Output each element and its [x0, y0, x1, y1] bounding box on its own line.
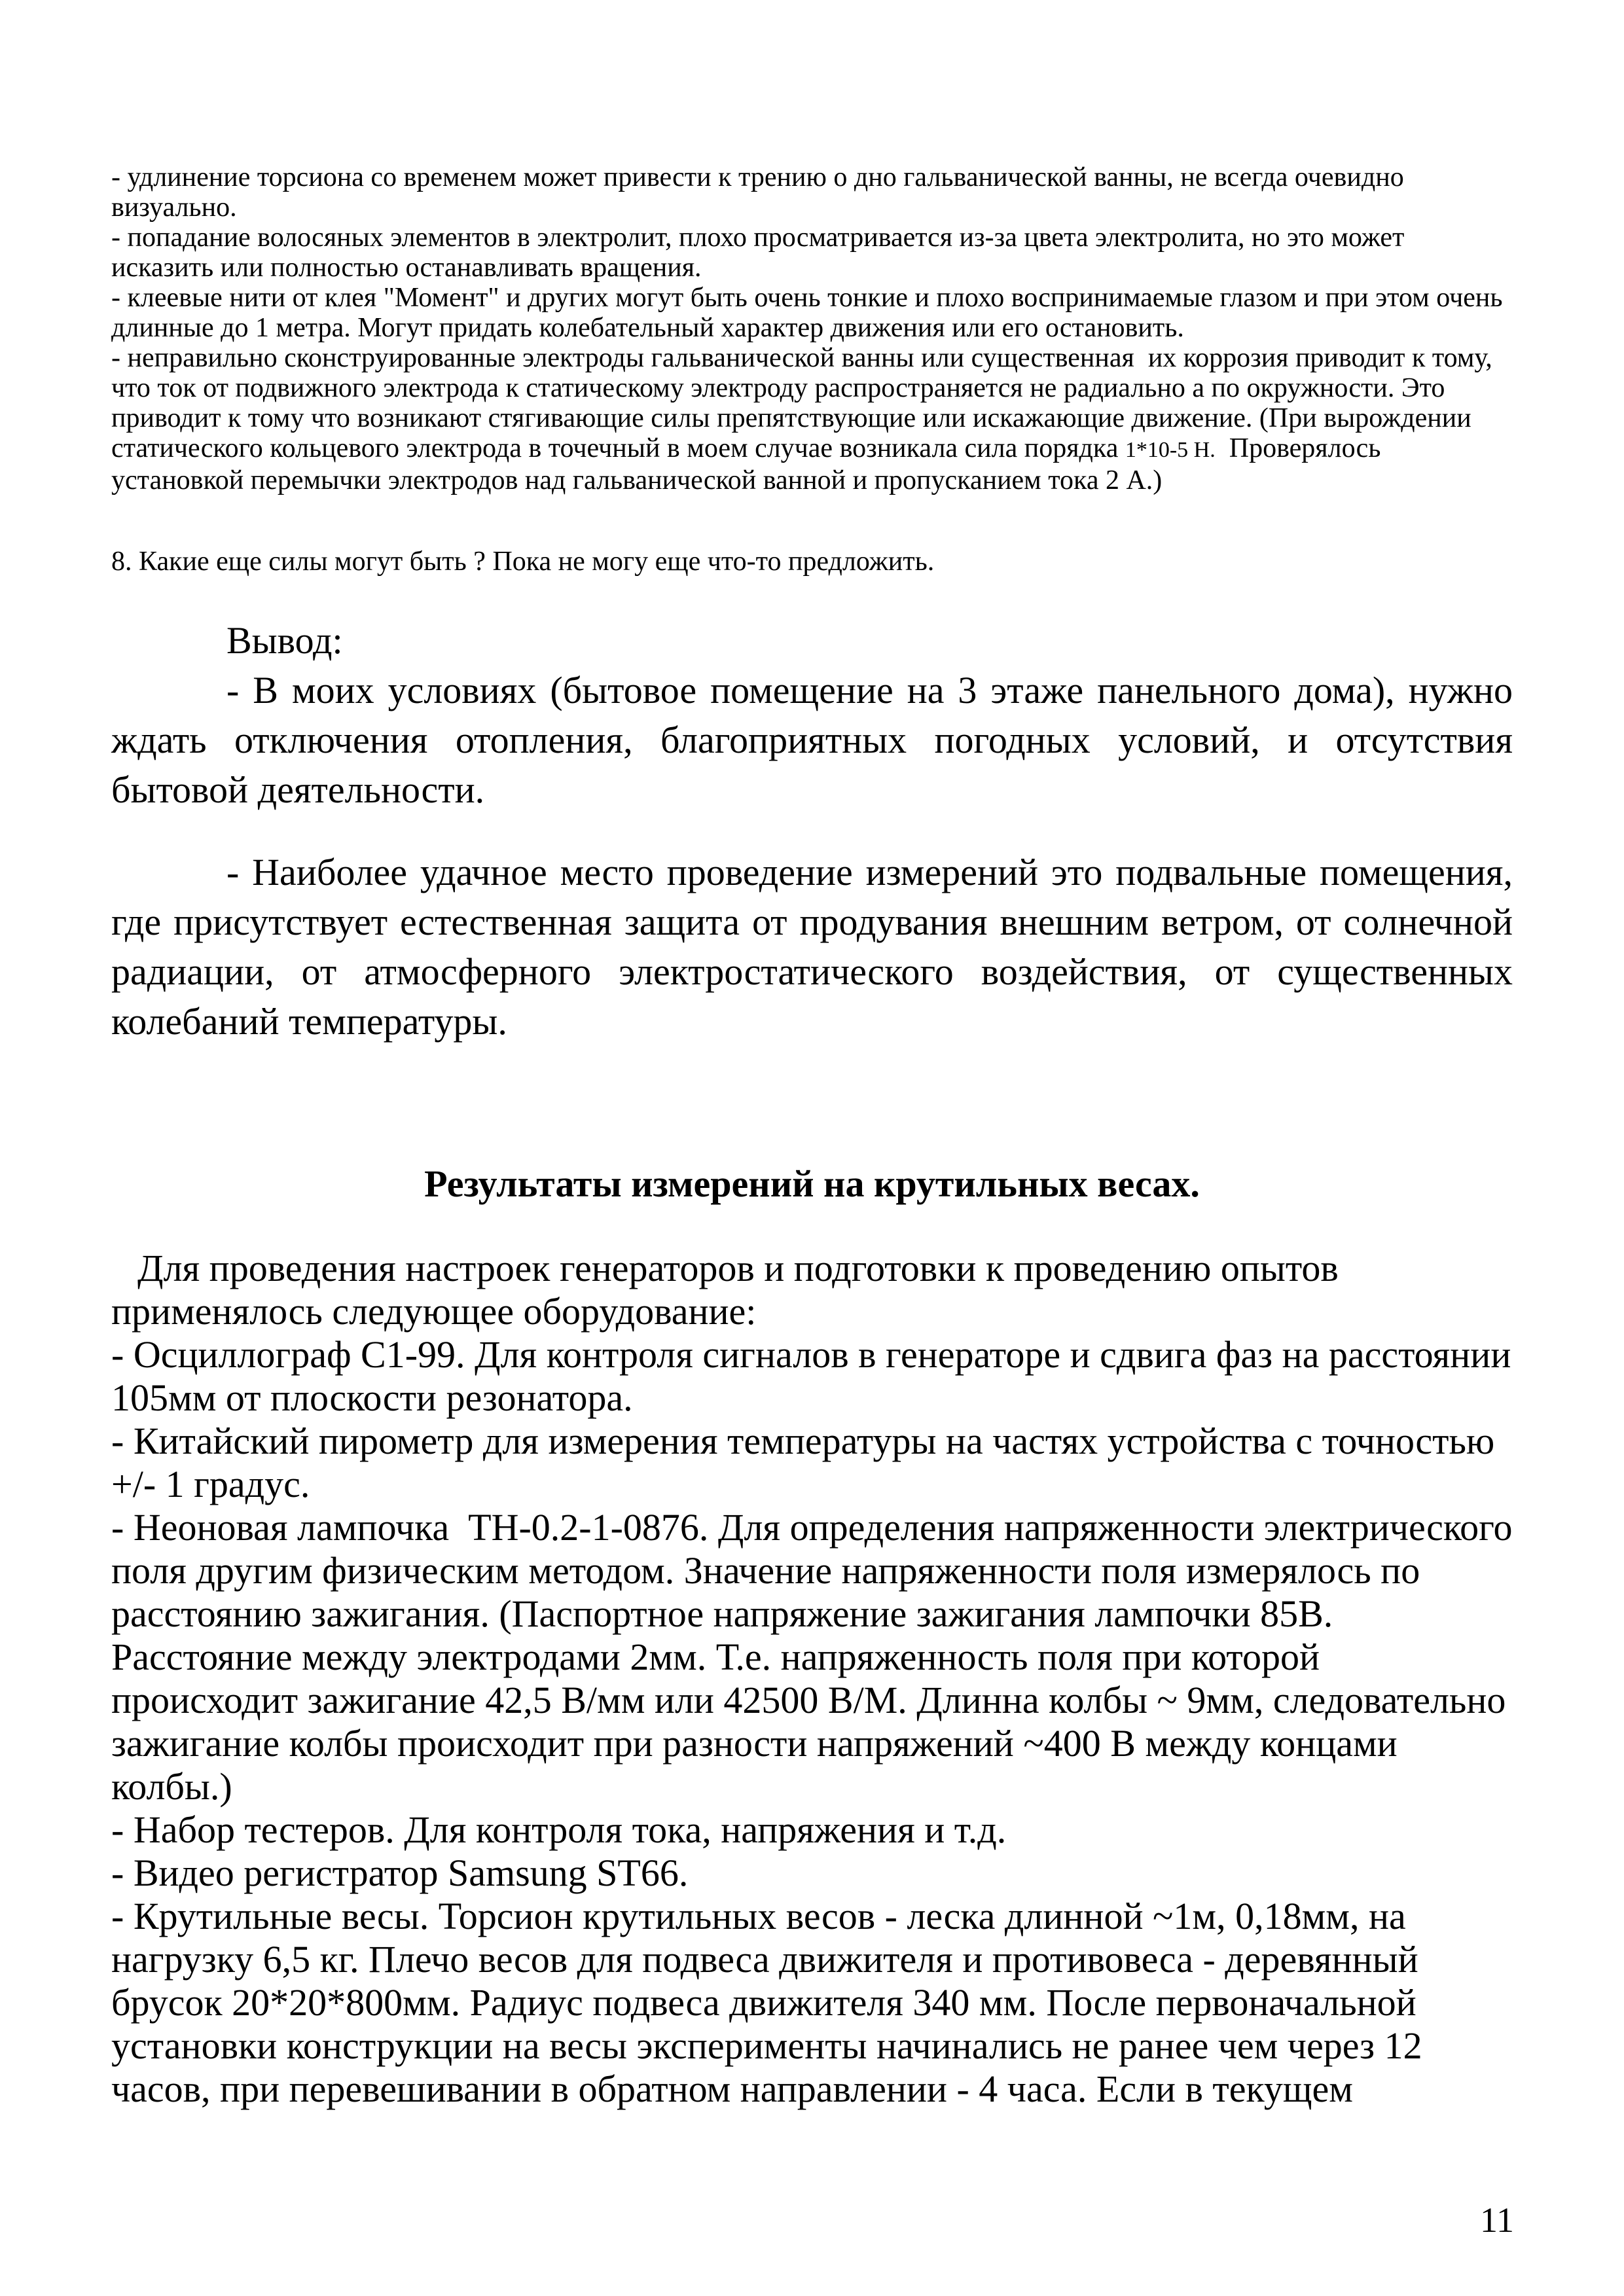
- conclusion-paragraph: - Наиболее удачное место проведение измерений это подвальные помещения, где присутствует естественная защита от продувания внешним ветром, от солнечной радиации, от атмосферного электростатического воздействия, от существенных колебаний температуры.: [111, 851, 1513, 1043]
- results-intro-paragraph: Для проведения настроек генераторов и подготовки к проведению опытов применялось следующее оборудование:: [111, 1247, 1348, 1333]
- conclusion-paragraph: - В моих условиях (бытовое помещение на 3 этаже панельного дома), нужно ждать отключения отопления, благоприятных погодных условий, и отсутствия бытовой деятельности.: [111, 669, 1513, 811]
- equipment-item-pyrometer: - Китайский пирометр для измерения температуры на частях устройства с точностью +/- 1 градус.: [111, 1420, 1504, 1505]
- equipment-list: [111, 1333, 1522, 2111]
- results-section-heading: Результаты измерений на крутильных весах.: [424, 1162, 1200, 1205]
- note-force-value: 1*10-5 Н.: [1125, 438, 1216, 462]
- page-content: [111, 162, 1522, 2111]
- note-text-segment: Проверялось установкой перемычки электродов над гальванической ванной и пропусканием тока 2 А.): [111, 433, 1388, 495]
- question-8-paragraph: 8. Какие еще силы могут быть ? Пока не могу еще что-то предложить.: [111, 547, 935, 577]
- equipment-item-video-recorder: - Видео регистратор Samsung ST66.: [111, 1852, 689, 1894]
- note-paragraph: - удлинение торсиона со временем может привести к трению о дно гальванической ванны, не всегда очевидно визуально.: [111, 162, 1411, 223]
- equipment-item-torsion-balance: - Крутильные весы. Торсион крутильных весов - леска длинной ~1м, 0,18мм, на нагрузку 6,5 кг. Плечо весов для подвеса движителя и противовеса - деревянный брусок 20*20*800мм. Радиус подвеса движителя 340 мм. После первоначальной установки конструкции на весы эксперименты начинались не ранее чем через 12 часов, при перевешивании в обратном направлении - 4 часа. Если в текущем: [111, 1895, 1432, 2110]
- page-number: 11: [1480, 2200, 1514, 2240]
- note-paragraph: - клеевые нити от клея "Момент" и других могут быть очень тонкие и плохо воспринимаемые глазом и при этом очень длинные до 1 метра. Могут придать колебательный характер движения или его остановить.: [111, 283, 1510, 343]
- conclusion-title: Вывод:: [226, 619, 343, 662]
- note-paragraph: - попадание волосяных элементов в электролит, плохо просматривается из-за цвета электролита, но это может исказить или полностью останавливать вращения.: [111, 223, 1411, 283]
- note-text-segment: - неправильно сконструированные электроды гальванической ванны или существенная их коррозия приводит к тому, что ток от подвижного электрода к статическому электроду распространяется не радиально а по окружности. Это приводит к тому что возникают стягивающие силы препятствующие или искажающие движение. (При вырождении статического кольцевого электрода в точечный в моем случае возникала сила порядка: [111, 343, 1500, 463]
- conclusion-section: [111, 616, 1513, 1047]
- equipment-item-testers: - Набор тестеров. Для контроля тока, напряжения и т.д.: [111, 1808, 1007, 1851]
- note-paragraph: [111, 343, 1513, 495]
- top-notes-block: [111, 162, 1513, 495]
- results-section: [111, 1159, 1522, 2111]
- equipment-item-oscilloscope: - Осциллограф С1-99. Для контроля сигналов в генераторе и сдвига фаз на расстоянии 105мм от плоскости резонатора.: [111, 1333, 1521, 1419]
- equipment-item-neon-lamp: - Неоновая лампочка ТН-0.2-1-0876. Для определения напряженности электрического поля другим физическим методом. Значение напряженности поля измерялось по расстоянию зажигания. (Паспортное напряжение зажигания лампочки 85В. Расстояние между электродами 2мм. Т.е. напряженность поля при которой происходит зажигание 42,5 В/мм или 42500 В/М. Длинна колбы ~ 9мм, следовательно зажигание колбы происходит при разности напряжений ~400 В между концами колбы.): [111, 1506, 1522, 1808]
